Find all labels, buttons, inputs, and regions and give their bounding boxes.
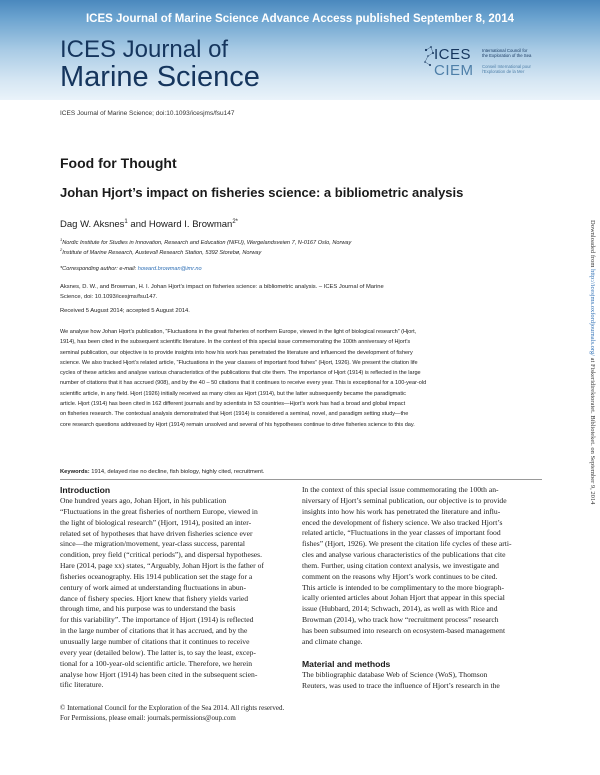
received-accepted-dates: Received 5 August 2014; accepted 5 August 2014. [60,308,190,314]
column-two-body: In the context of this special issue commemorating the 100th an- niversary of Hjort’s seminal publication, our objective is to provide insights into how his work has penetrated the literature and influ- enced the development of fishery science. We also tracked Hjort’s related article, “Fluctuations in the year classes of important food fishes” (Hjort, 1926). We present the citation life cycles of these arti- cles and analyse various characteristics of the publications that cite them. Further, using citation context analysis, we investigate and comment on the reasons why Hjort’s work continues to be cited. This article is intended to be complimentary to the more biograph- ically oriented articles about Johan Hjort that appear in this special issue (Hubbard, 2014; Schwach, 2014), as well as with Rice and Browman (2014), who track how “recruitment process” research has been subsumed into research on ecosystem-based management and climate change. [302,485,512,646]
corresponding-author: *Corresponding author: e-mail: howard.browman@imr.no [60,266,202,272]
author-email-link[interactable]: howard.browman@imr.no [137,266,202,272]
journal-title-line2: Marine Science [60,61,260,93]
ices-logo-text: ICES [434,46,472,63]
abstract: We analyse how Johan Hjort’s publication, “Fluctuations in the great fisheries of northern Europe, viewed in the light of biological research” (Hjort, 1914), has been cited in the subsequent scientific literature. In the context of this special issue commemorating the 100th anniversary of Hjort’s seminal publication, our objective is to provide insights into how his work has penetrated the literature and influenced the development of fishery science. We also tracked Hjort’s related article, “Fluctuations in the year classes of important food fishes” (Hjort, 1926). We present the citation life cycles of these articles and analyse various characteristics of the publications that cite them. The importance of Hjort (1914) is reflected in the large number of citations that it has accrued (908), and by the 40 – 50 citations that it continues to receive every year. This is exceptional for a 100-year-old scientific article, in any field. Hjort (1926) initially received as many cites as Hjort (1914), but the latter subsequently became the paradigmatic article. Hjort (1914) has been cited in 162 different journals and by scientists in 53 countries—Hjort’s work has had a broad and global impact on fisheries research. The contextual analysis demonstrated that Hjort (1914) is considered a seminal, novel, and paradigm setting study—the core research questions addressed by Hjort (1914) remain unsolved and several of his hypotheses continue to drive fisheries science to this day. [60,329,427,428]
affiliation-1: $^1$Nordic Institute for Studies in Innovation, Research and Education (NIFU), Wergelandsveien 7, N-0167 Oslo, Norway [60,237,352,246]
introduction-heading: Introduction [60,485,111,495]
article-citation: Aksnes, D. W., and Browman, H. I. Johan Hjort’s impact on fisheries science: a bibliometric analysis. – ICES Journal of Marine Science, doi: 10.1093/icesjms/fsu147. [60,284,384,300]
advance-access-notice: ICES Journal of Marine Science Advance Access published September 8, 2014 [85,13,514,25]
copyright-notice: © International Council for the Exploration of the Sea 2014. All rights reserved. [60,704,285,712]
keywords: Keywords: 1914, delayed rise no decline, fish biology, highly cited, recruitment. [60,469,265,475]
section-label: Food for Thought [60,155,177,171]
affiliation-2: $^2$Institute of Marine Research, Austevoll Research Station, 5392 Storebø, Norway [60,247,262,256]
divider [60,479,542,480]
author-list: Dag W. Aksnes$^1$ and Howard I. Browman$^{2*}$ [60,219,238,231]
article-title: Johan Hjort’s impact on fisheries science: a bibliometric analysis [60,185,464,200]
author-name: Dag W. Aksnes [60,219,125,231]
ices-french-name: Conseil International pour l'Exploration de la Mer [482,64,531,75]
journal-site-link[interactable]: http://icesjms.oxfordjournals.org/ [589,269,596,357]
methods-heading: Material and methods [302,659,391,669]
journal-title-line1: ICES Journal of [60,36,229,63]
ices-english-name: International Council for the Exploration of the Sea [482,48,532,59]
journal-doi-header: ICES Journal of Marine Science; doi:10.1093/icesjms/fsu147 [60,110,235,117]
introduction-body: One hundred years ago, Johan Hjort, in his publication “Fluctuations in the great fisheries of northern Europe, viewed in the light of biological research” (Hjort, 1914), posited an inter- related set of hypotheses that have driven fisheries science ever since—the migration/movement, year-class success, parental condition, prey field (“critical periods”), and dispersal hypotheses. Hare (2014, page xx) states, “Arguably, Johan Hjort is the father of fisheries oceanography. His 1914 publication set the stage for a century of work aimed at understanding fluctuations in abun- dance of fishery species. Hjort knew that fishery yields varied through time, and his purpose was to understand the basis for this variability”. The importance of Hjort (1914) is reflected in the large number of citations that it has accrued, and by the unusually large number of citations that it continues to receive every year (detailed below). The latter is, to say the least, excep- tional for a 100-year-old scientific article. Therefore, we herein analyse how Hjort (1914) has been cited in the subsequent scien- tific literature. [60,496,264,690]
author-name: Howard I. Browman [148,219,233,231]
permissions-notice: For Permissions, please email: journals.permissions@oup.com [60,714,236,722]
methods-body: The bibliographic database Web of Science (WoS), Thomson Reuters, was used to trace the influence of Hjort’s research in the [302,670,500,690]
ciem-logo-text: CIEM [434,62,474,79]
download-watermark: Downloaded from http://icesjms.oxfordjournals.org/ at Fiskeridirektoratet. Biblioteket. on September 9, 2014 [589,220,596,505]
